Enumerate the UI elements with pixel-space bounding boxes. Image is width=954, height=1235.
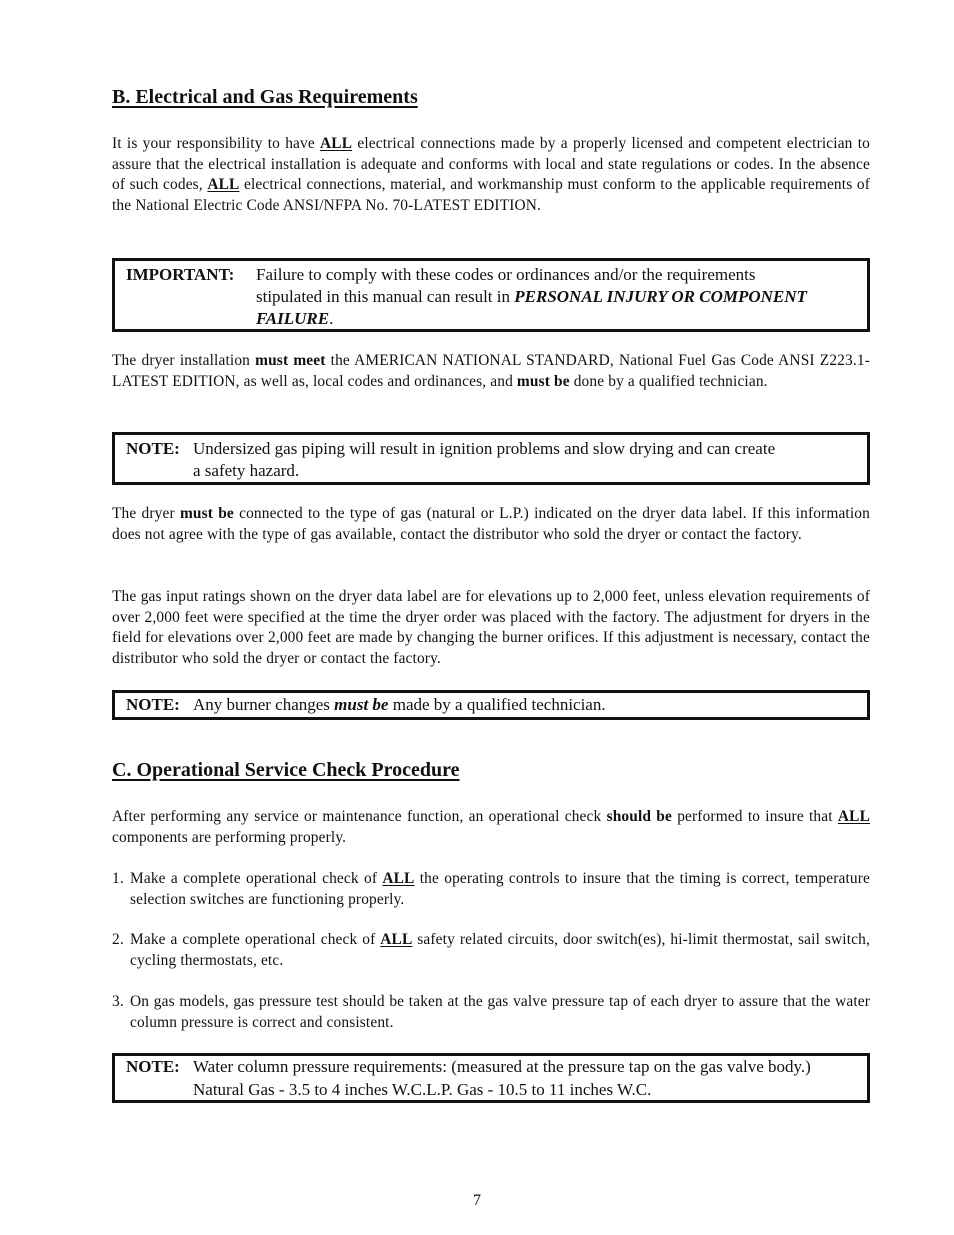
elevation-paragraph: The gas input ratings shown on the dryer data label are for elevations up to 2,000 feet, unless elevation requirements of over 2,000 feet were specified at the time the dryer order was placed with the factory. The adjustment for dryers in the field for elevations over 2,000 feet are made by changing the burner orifices. If this adjustment is necessary, contact the distributor who sold the dryer or contact the factory. — [112, 588, 870, 668]
list-number: 3. — [112, 993, 124, 1010]
water-column-line-2: Natural Gas - 3.5 to 4 inches W.C.L.P. Gas - 10.5 to 11 inches W.C. — [193, 1080, 652, 1099]
list-text: On gas models, gas pressure test should be taken at the gas valve pressure tap of each dryer to assure that the water column pressure is correct and consistent. — [130, 993, 870, 1031]
list-item — [112, 869, 870, 910]
list-item — [112, 930, 870, 971]
list-number: 2. — [112, 931, 124, 948]
section-c-heading: C. Operational Service Check Procedure — [112, 759, 460, 781]
page-number: 7 — [473, 1192, 481, 1209]
section-b-heading: B. Electrical and Gas Requirements — [112, 86, 418, 108]
water-column-line-1: Water column pressure requirements: (measured at the pressure tap on the gas valve body.) — [193, 1057, 811, 1076]
list-text: Make a complete operational check of ALL the operating controls to insure that the timing is correct, temperature selection switches are functioning properly. — [130, 870, 870, 908]
list-number: 1. — [112, 870, 124, 887]
important-line-2: stipulated in this manual can result in PERSONAL INJURY OR COMPONENT — [256, 287, 807, 306]
water-column-note-box — [112, 1053, 870, 1103]
gas-type-paragraph: The dryer must be connected to the type of gas (natural or L.P.) indicated on the dryer data label. If this information does not agree with the type of gas available, contact the distributor who sold the dryer or contact the factory. — [112, 505, 870, 543]
operational-intro-paragraph: After performing any service or maintenance function, an operational check should be performed to insure that ALL components are performing properly. — [112, 808, 870, 846]
important-line-3: FAILURE. — [256, 309, 334, 328]
list-text: Make a complete operational check of ALL safety related circuits, door switch(es), hi-limit thermostat, sail switch, cycling thermostats, etc. — [130, 931, 870, 969]
note-label: NOTE: — [126, 439, 180, 458]
burner-note-box — [112, 690, 870, 720]
installation-paragraph: The dryer installation must meet the AMERICAN NATIONAL STANDARD, National Fuel Gas Code ANSI Z223.1-LATEST EDITION, as well as, local codes and ordinances, and must be done by a qualified technician. — [112, 352, 870, 390]
important-line-1: Failure to comply with these codes or ordinances and/or the requirements — [256, 265, 756, 284]
note-line-2: a safety hazard. — [193, 461, 300, 480]
important-box — [112, 258, 870, 332]
gas-piping-note-box — [112, 432, 870, 485]
list-item — [112, 992, 870, 1033]
note-label: NOTE: — [126, 1057, 180, 1076]
note-line-1: Undersized gas piping will result in ignition problems and slow drying and can create — [193, 439, 776, 458]
burner-note-text: Any burner changes must be made by a qualified technician. — [193, 695, 606, 714]
electrical-paragraph: It is your responsibility to have ALL electrical connections made by a properly licensed and competent electrician to assure that the electrical installation is adequate and conforms with local and state regulations or codes. In the absence of such codes, ALL electrical connections, material, and workmanship must conform to the applicable requirements of the National Electric Code ANSI/NFPA No. 70-LATEST EDITION. — [112, 135, 871, 215]
note-label: NOTE: — [126, 695, 180, 714]
important-label: IMPORTANT: — [126, 265, 235, 284]
